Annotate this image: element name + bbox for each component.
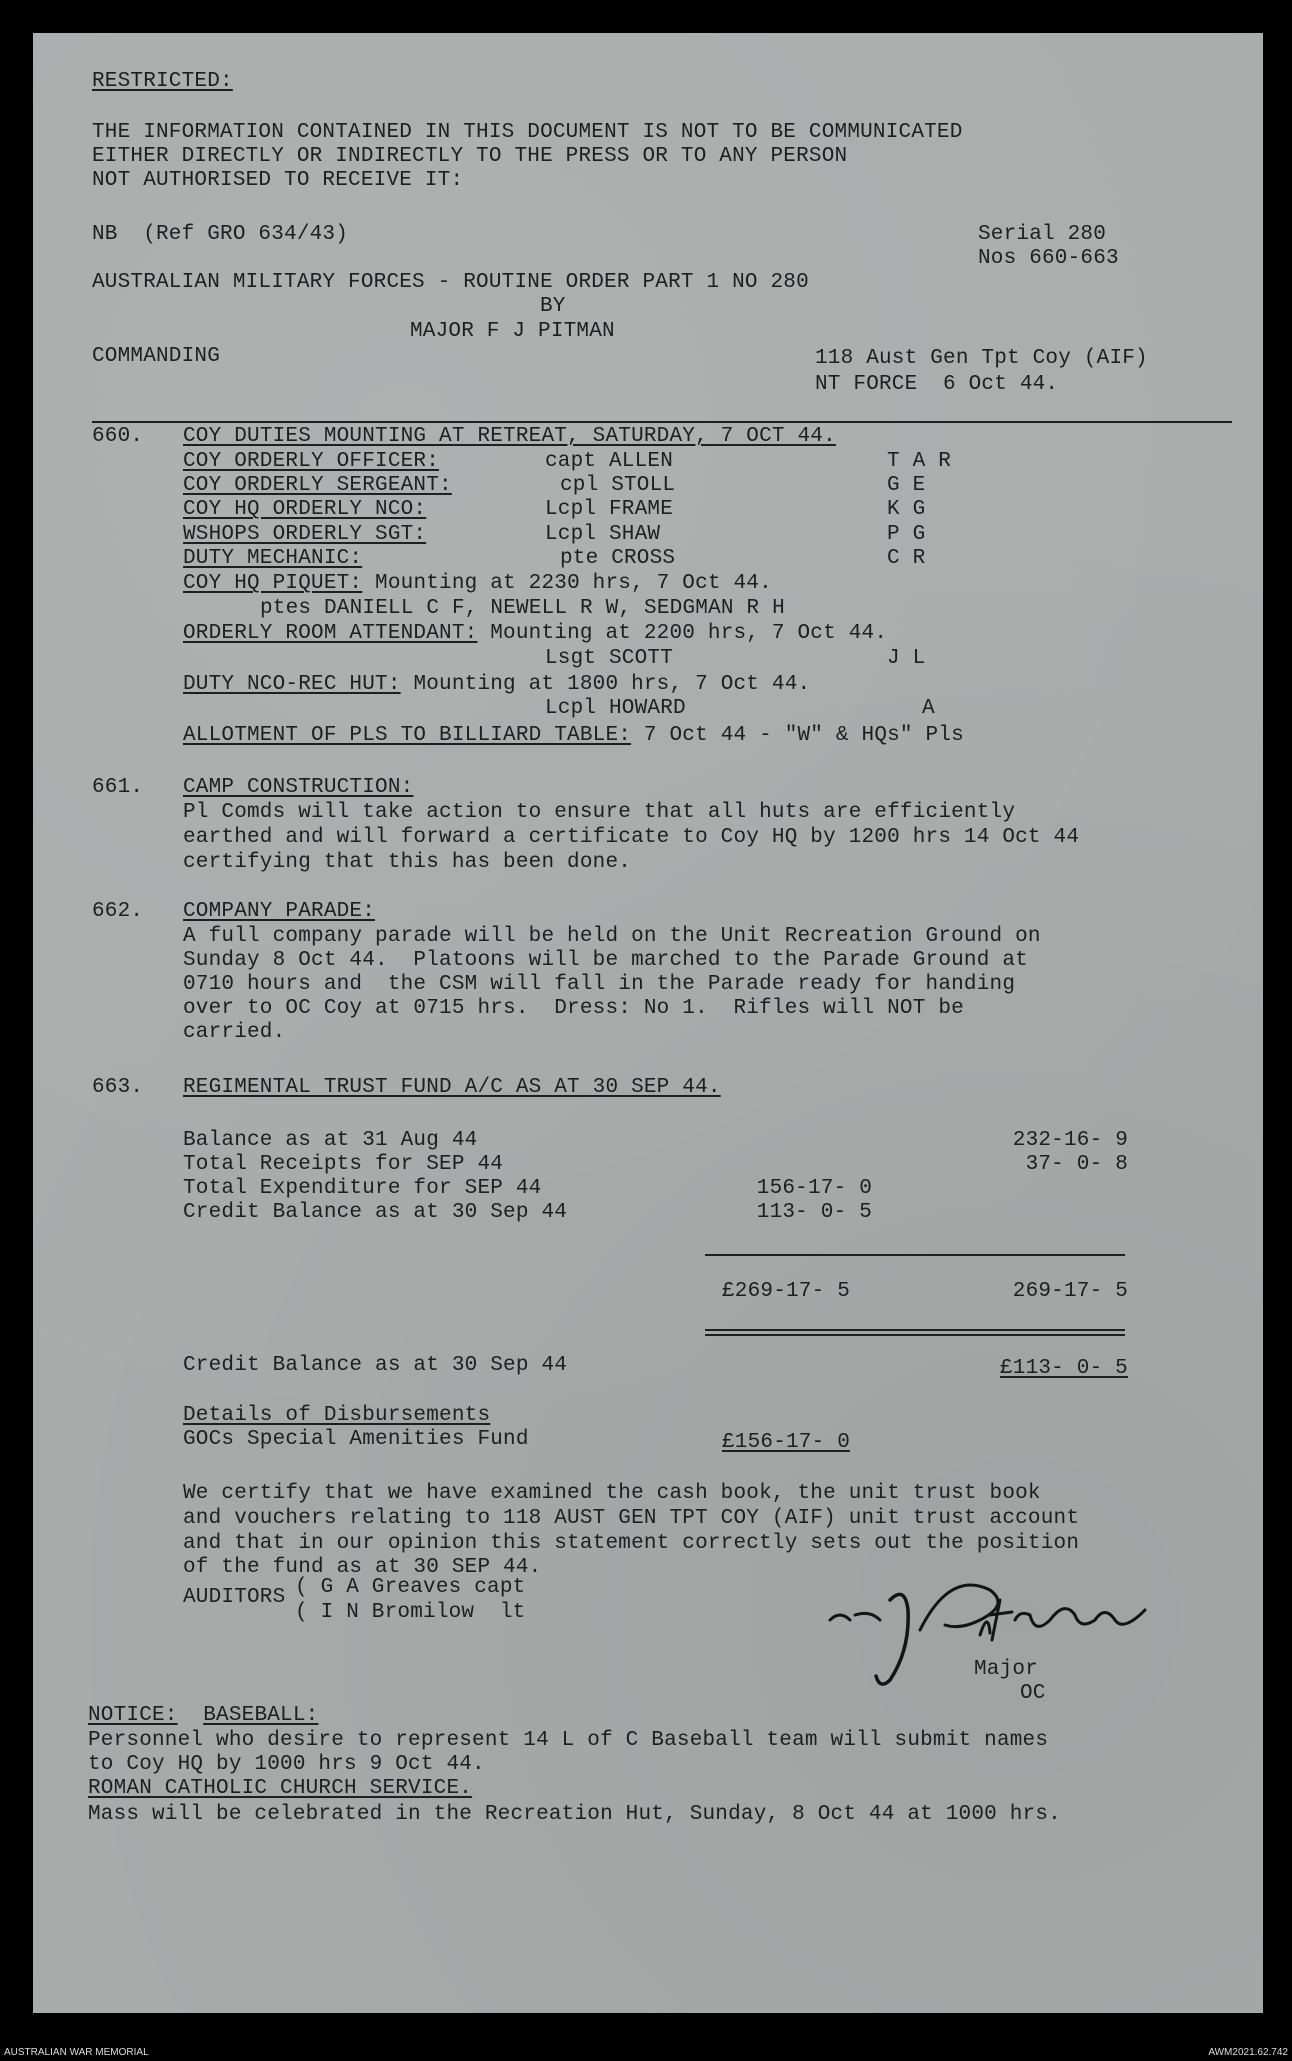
total-rule-1 bbox=[705, 1329, 1125, 1331]
duty-role: DUTY MECHANIC: bbox=[183, 547, 363, 570]
section-661-line: certifying that this has been done. bbox=[183, 851, 632, 874]
unit-name: 118 Aust Gen Tpt Coy (AIF) bbox=[815, 347, 1148, 370]
certification-line: and vouchers relating to 118 AUST GEN TPT COY (AIF) unit trust account bbox=[183, 1507, 1080, 1530]
notice-line bbox=[88, 1704, 318, 1728]
duty-role: COY ORDERLY SERGEANT: bbox=[183, 474, 452, 497]
rec-hut-initials: A bbox=[922, 697, 935, 720]
piquet-ptes: ptes DANIELL C F, NEWELL R W, SEDGMAN R H bbox=[260, 597, 785, 620]
section-662-line: Sunday 8 Oct 44. Platoons will be marched to the Parade Ground at bbox=[183, 949, 1028, 972]
billiard-line bbox=[183, 724, 964, 748]
account-mid-value: 156-17- 0 bbox=[756, 1177, 872, 1200]
section-662-title: COMPANY PARADE: bbox=[183, 900, 376, 923]
ora-line bbox=[183, 622, 887, 646]
footer-left: AUSTRALIAN WAR MEMORIAL bbox=[4, 2047, 149, 2058]
account-label: Total Expenditure for SEP 44 bbox=[183, 1177, 542, 1200]
piquet-text: Mounting at 2230 hrs, 7 Oct 44. bbox=[362, 572, 772, 595]
section-661-line: Pl Comds will take action to ensure that all huts are efficiently bbox=[183, 801, 1016, 824]
church-label: ROMAN CATHOLIC CHURCH SERVICE. bbox=[88, 1777, 473, 1800]
billiard-text: 7 Oct 44 - "W" & HQs" Pls bbox=[631, 724, 964, 747]
order-major: MAJOR F J PITMAN bbox=[410, 320, 615, 343]
auditors-label: AUDITORS bbox=[183, 1586, 286, 1609]
duty-initials: K G bbox=[887, 498, 926, 521]
order-title: AUSTRALIAN MILITARY FORCES - ROUTINE ORDER PART 1 NO 280 bbox=[92, 271, 809, 294]
section-662-line: over to OC Coy at 0715 hrs. Dress: No 1. Rifles will NOT be bbox=[183, 997, 964, 1020]
account-right-value: 37- 0- 8 bbox=[1025, 1153, 1128, 1176]
ora-name: Lsgt SCOTT bbox=[545, 647, 674, 670]
rec-hut-text: Mounting at 1800 hrs, 7 Oct 44. bbox=[400, 673, 811, 696]
duty-role: COY HQ ORDERLY NCO: bbox=[183, 498, 427, 521]
warning-line-1: THE INFORMATION CONTAINED IN THIS DOCUMENT IS NOT TO BE COMMUNICATED bbox=[92, 121, 963, 144]
account-label: Total Receipts for SEP 44 bbox=[183, 1153, 504, 1176]
duty-name: Lcpl SHAW bbox=[545, 523, 661, 546]
rec-hut-line bbox=[183, 673, 810, 697]
piquet-label: COY HQ PIQUET: bbox=[183, 572, 363, 595]
restricted-label: RESTRICTED: bbox=[92, 70, 233, 93]
piquet-line bbox=[183, 572, 772, 596]
total-mid-value: £269-17- 5 bbox=[722, 1280, 851, 1303]
serial-number: Serial 280 bbox=[978, 223, 1107, 246]
subtotal-rule bbox=[705, 1254, 1125, 1256]
section-661-line: earthed and will forward a certificate to Coy HQ by 1200 hrs 14 Oct 44 bbox=[183, 826, 1080, 849]
warning-line-2: EITHER DIRECTLY OR INDIRECTLY TO THE PRESS OR TO ANY PERSON bbox=[92, 145, 848, 168]
account-right-value: 232-16- 9 bbox=[1012, 1129, 1128, 1152]
ora-text: Mounting at 2200 hrs, 7 Oct 44. bbox=[477, 622, 888, 645]
credit-balance-label: Credit Balance as at 30 Sep 44 bbox=[183, 1354, 568, 1377]
header-divider bbox=[92, 421, 1232, 423]
section-662-line: 0710 hours and the CSM will fall in the Parade ready for handing bbox=[183, 973, 1016, 996]
duty-name: cpl STOLL bbox=[560, 474, 676, 497]
ref-note: NB (Ref GRO 634/43) bbox=[92, 223, 349, 246]
duty-role: WSHOPS ORDERLY SGT: bbox=[183, 523, 427, 546]
baseball-line: Personnel who desire to represent 14 L of C Baseball team will submit names bbox=[88, 1729, 1049, 1752]
total-right-value: 269-17- 5 bbox=[1012, 1280, 1128, 1303]
section-661-title: CAMP CONSTRUCTION: bbox=[183, 776, 414, 799]
ora-label: ORDERLY ROOM ATTENDANT: bbox=[183, 622, 478, 645]
ora-initials: J L bbox=[887, 647, 926, 670]
force-date: NT FORCE 6 Oct 44. bbox=[815, 373, 1059, 396]
account-label: Balance as at 31 Aug 44 bbox=[183, 1129, 478, 1152]
rec-hut-name: Lcpl HOWARD bbox=[545, 697, 686, 720]
footer-right: AWM2021.62.742 bbox=[1208, 2047, 1288, 2058]
duty-role: COY ORDERLY OFFICER: bbox=[183, 450, 440, 473]
duty-name: Lcpl FRAME bbox=[545, 498, 674, 521]
auditor-2: ( I N Bromilow lt bbox=[295, 1601, 526, 1624]
disbursement-value: £156-17- 0 bbox=[722, 1431, 851, 1454]
duty-initials: T A R bbox=[887, 450, 952, 473]
warning-line-3: NOT AUTHORISED TO RECEIVE IT: bbox=[92, 169, 464, 192]
account-label: Credit Balance as at 30 Sep 44 bbox=[183, 1201, 568, 1224]
certification-line: and that in our opinion this statement correctly sets out the position bbox=[183, 1532, 1080, 1555]
auditor-1: ( G A Greaves capt bbox=[295, 1576, 526, 1599]
account-mid-value: 113- 0- 5 bbox=[756, 1201, 872, 1224]
section-660-number: 660. bbox=[92, 425, 144, 448]
billiard-label: ALLOTMENT OF PLS TO BILLIARD TABLE: bbox=[183, 724, 632, 747]
duty-initials: C R bbox=[887, 547, 926, 570]
credit-balance-value: £113- 0- 5 bbox=[999, 1357, 1128, 1380]
section-660-title: COY DUTIES MOUNTING AT RETREAT, SATURDAY, 7 OCT 44. bbox=[183, 425, 836, 448]
section-663-number: 663. bbox=[92, 1076, 144, 1099]
rec-hut-label: DUTY NCO-REC HUT: bbox=[183, 673, 401, 696]
section-662-line: A full company parade will be held on the Unit Recreation Ground on bbox=[183, 925, 1041, 948]
signatory-rank: Major bbox=[974, 1658, 1039, 1681]
section-661-number: 661. bbox=[92, 776, 144, 799]
duty-initials: P G bbox=[887, 523, 926, 546]
disbursements-title: Details of Disbursements bbox=[183, 1404, 491, 1427]
signatory-role: OC bbox=[1020, 1682, 1046, 1705]
baseball-label: BASEBALL: bbox=[203, 1704, 319, 1727]
duty-initials: G E bbox=[887, 474, 926, 497]
total-rule-2 bbox=[705, 1334, 1125, 1336]
certification-line: We certify that we have examined the cash book, the unit trust book bbox=[183, 1482, 1041, 1505]
duty-name: pte CROSS bbox=[560, 547, 676, 570]
disbursement-label: GOCs Special Amenities Fund bbox=[183, 1428, 529, 1451]
section-663-title: REGIMENTAL TRUST FUND A/C AS AT 30 SEP 44. bbox=[183, 1076, 721, 1099]
notice-label: NOTICE: bbox=[88, 1704, 178, 1727]
section-662-number: 662. bbox=[92, 900, 144, 923]
certification-line: of the fund as at 30 SEP 44. bbox=[183, 1556, 542, 1579]
baseball-line: to Coy HQ by 1000 hrs 9 Oct 44. bbox=[88, 1753, 485, 1776]
duty-name: capt ALLEN bbox=[545, 450, 674, 473]
section-662-line: carried. bbox=[183, 1021, 286, 1044]
order-numbers: Nos 660-663 bbox=[978, 247, 1119, 270]
church-line: Mass will be celebrated in the Recreation Hut, Sunday, 8 Oct 44 at 1000 hrs. bbox=[88, 1803, 1061, 1826]
order-by: BY bbox=[540, 295, 566, 318]
commanding-label: COMMANDING bbox=[92, 345, 221, 368]
